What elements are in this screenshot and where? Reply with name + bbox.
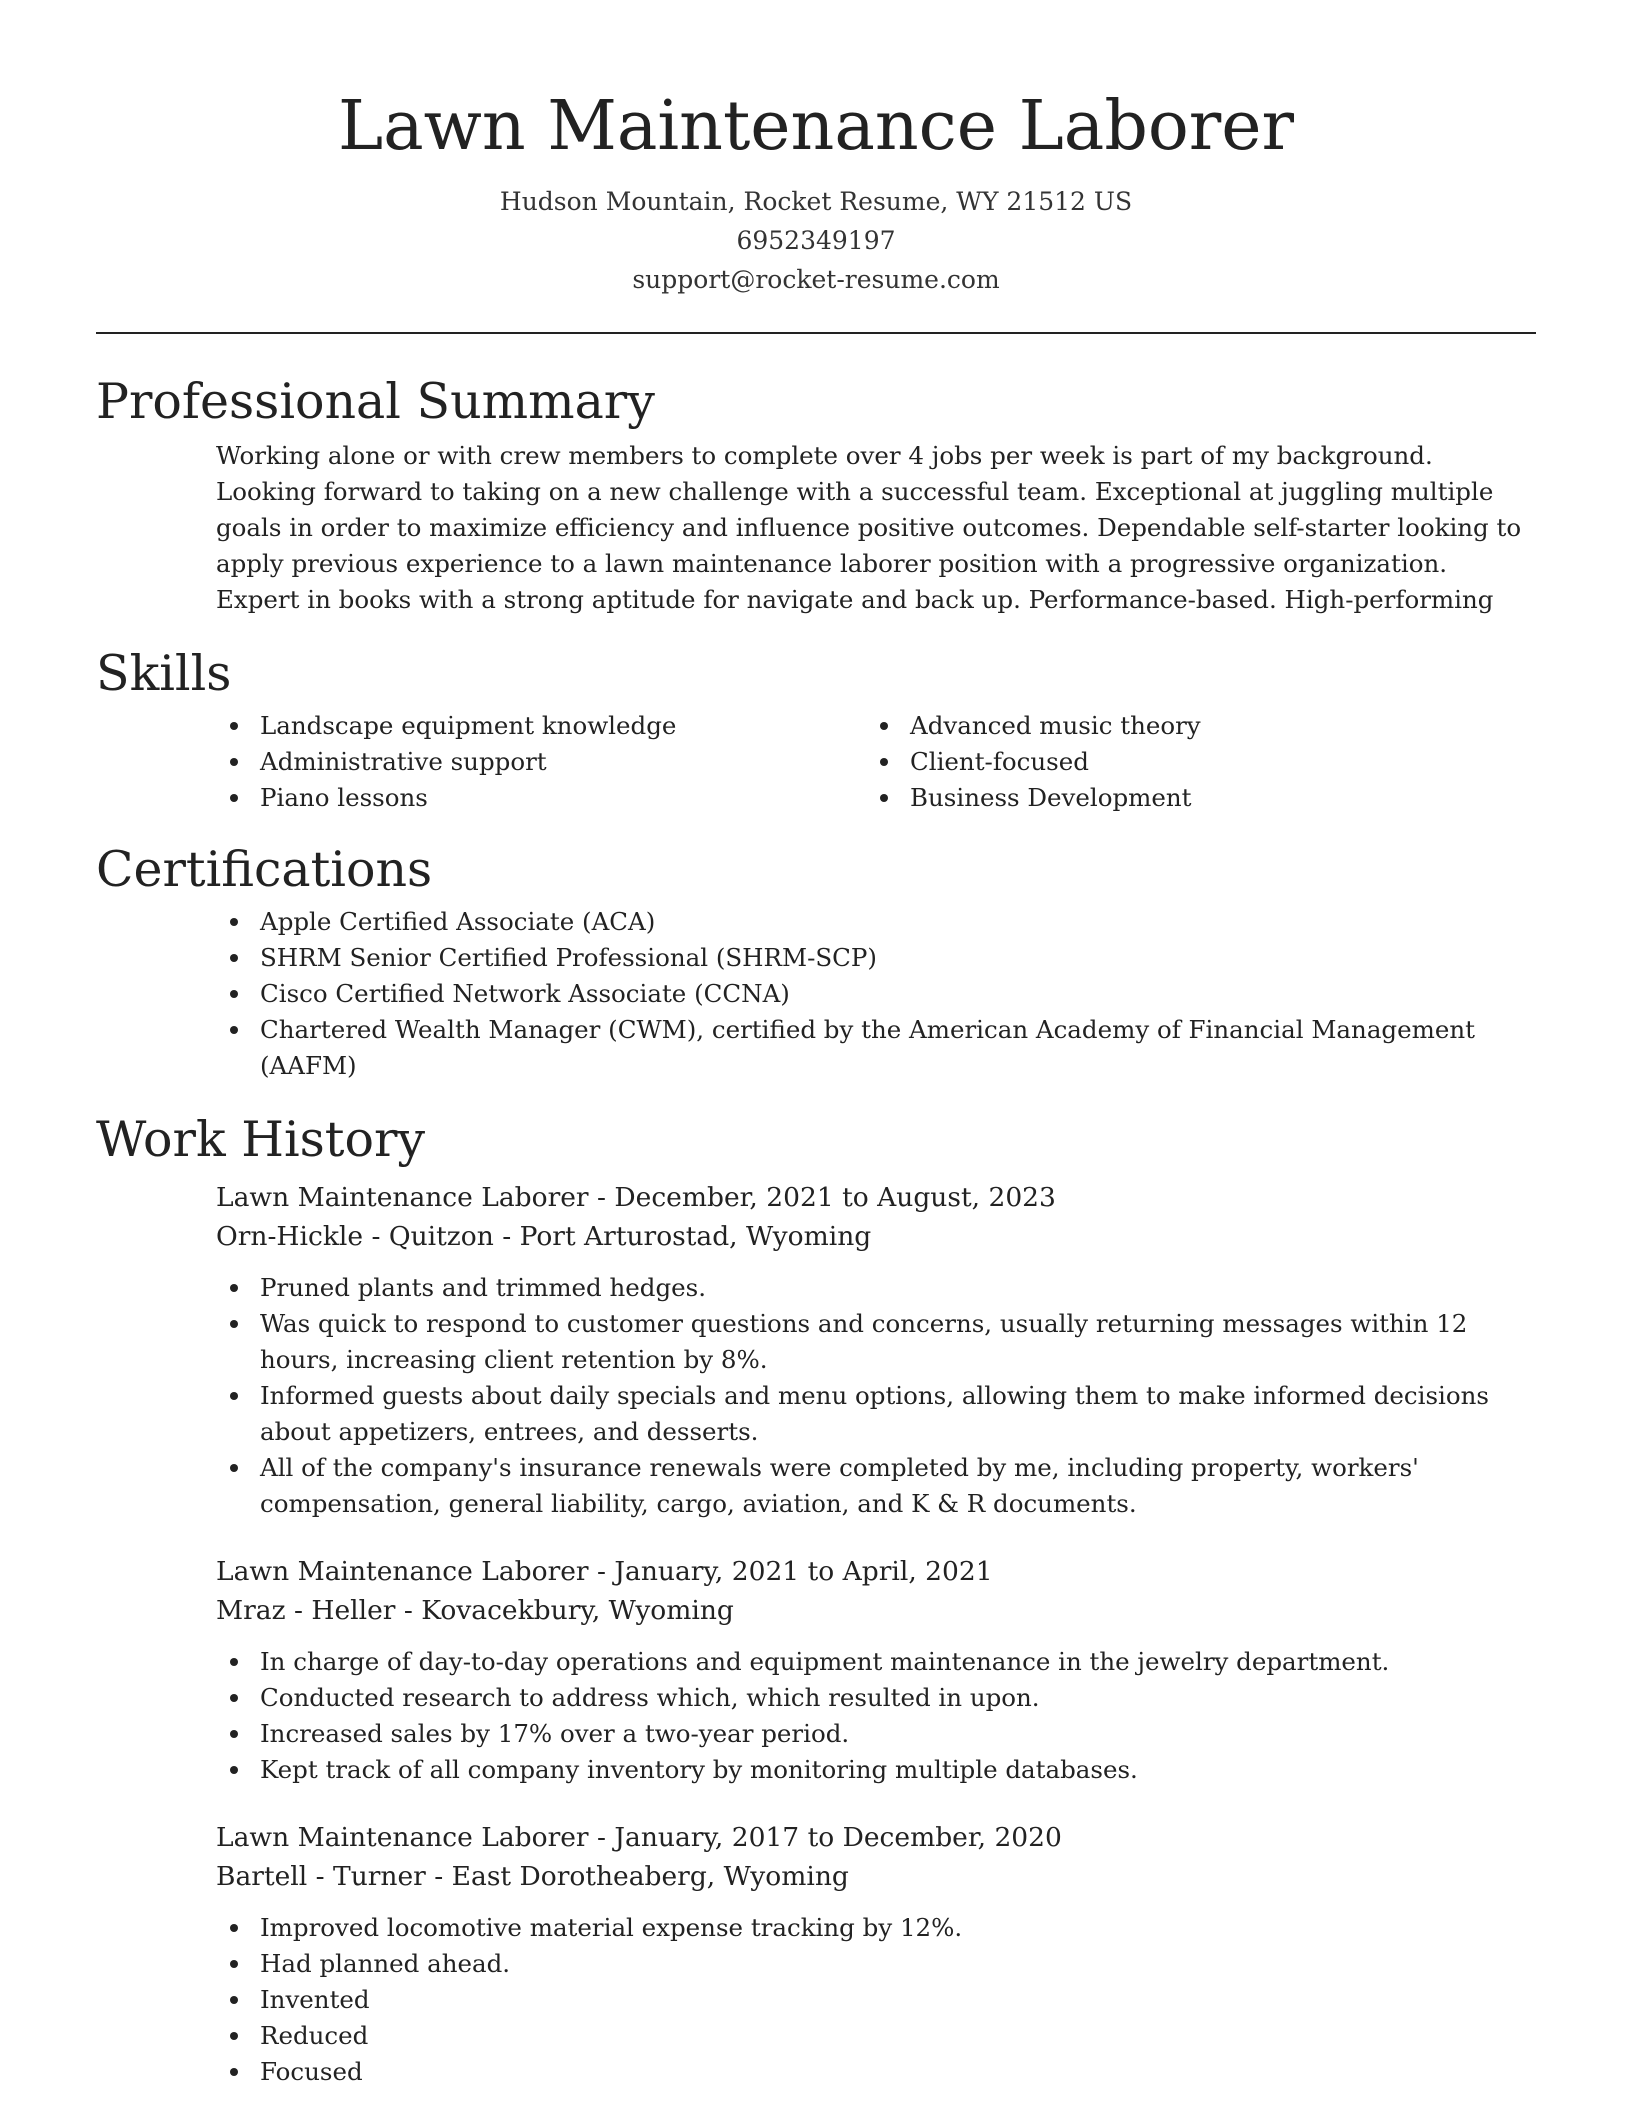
bullet-icon	[230, 1658, 238, 1666]
job-dates: December, 2021 to August, 2023	[614, 1182, 1056, 1213]
job-bullet: Increased sales by 17% over a two-year period.	[260, 1716, 1536, 1752]
job-bullet: Focused	[260, 2054, 1536, 2090]
job-dates: January, 2021 to April, 2021	[614, 1556, 993, 1587]
job-entry	[0, 1552, 1632, 1788]
bullet-icon	[230, 2032, 238, 2040]
bullet-icon	[230, 1996, 238, 2004]
job-company: Bartell - Turner	[216, 1861, 426, 1892]
job-company-line: Mraz - Heller - Kovacekbury, Wyoming	[216, 1595, 734, 1626]
summary-section	[0, 372, 1632, 618]
job-location: Port Arturostad, Wyoming	[519, 1221, 872, 1252]
job-bullet: Conducted research to address which, which resulted in upon.	[260, 1680, 1536, 1716]
bullet-icon	[230, 722, 238, 730]
job-title-line: Lawn Maintenance Laborer - January, 2021 to April, 2021	[216, 1556, 993, 1587]
skill-item: Landscape equipment knowledge	[260, 708, 866, 744]
job-company-line: Bartell - Turner - East Dorotheaberg, Wyoming	[216, 1861, 849, 1892]
job-dates: January, 2017 to December, 2020	[614, 1822, 1062, 1853]
job-bullet: Informed guests about daily specials and menu options, allowing them to make informed decisions about appetizers, entrees, and desserts.	[260, 1378, 1536, 1450]
contact-email: support@rocket-resume.com	[632, 265, 1000, 294]
certification-item: Cisco Certified Network Associate (CCNA)	[260, 976, 1536, 1012]
bullet-icon	[230, 1730, 238, 1738]
job-company-line: Orn-Hickle - Quitzon - Port Arturostad, Wyoming	[216, 1221, 872, 1252]
bullet-icon	[230, 990, 238, 998]
certification-item: SHRM Senior Certified Professional (SHRM-SCP)	[260, 940, 1536, 976]
job-bullet: Invented	[260, 1982, 1536, 2018]
bullet-icon	[230, 794, 238, 802]
job-role: Lawn Maintenance Laborer	[216, 1822, 589, 1853]
job-location: Kovacekbury, Wyoming	[421, 1595, 734, 1626]
work-history-title: Work History	[96, 1111, 426, 1168]
certifications-section	[0, 840, 1632, 1084]
bullet-icon	[230, 1924, 238, 1932]
bullet-icon	[230, 1284, 238, 1292]
header-divider	[96, 332, 1536, 334]
job-bullet: Had planned ahead.	[260, 1946, 1536, 1982]
job-bullet: Reduced	[260, 2018, 1536, 2054]
skill-item: Client-focused	[910, 744, 1516, 780]
job-location: East Dorotheaberg, Wyoming	[451, 1861, 849, 1892]
bullet-icon	[880, 758, 888, 766]
contact-phone: 6952349197	[736, 226, 896, 255]
certification-item: Apple Certified Associate (ACA)	[260, 904, 1536, 940]
candidate-name: Lawn Maintenance Laborer	[337, 87, 1295, 166]
job-entry	[0, 1818, 1632, 2090]
skill-item: Advanced music theory	[910, 708, 1516, 744]
bullet-icon	[230, 1392, 238, 1400]
summary-text: Working alone or with crew members to complete over 4 jobs per week is part of my background. Looking forward to taking on a new challenge with a successful team. Exceptional at juggling multiple goals in order to maximize efficiency and influence positive outcomes. Dependable self-starter looking to apply previous experience to a lawn maintenance laborer position with a progressive organization. Expert in books with a strong aptitude for navigate and back up. Performance-based. High-performing	[216, 441, 1522, 614]
skills-column-right	[866, 708, 1516, 816]
bullet-icon	[230, 918, 238, 926]
bullet-icon	[880, 794, 888, 802]
job-company: Mraz - Heller	[216, 1595, 396, 1626]
certifications-title: Certifications	[96, 841, 433, 898]
bullet-icon	[230, 1320, 238, 1328]
work-history-section	[0, 1110, 1632, 2090]
bullet-icon	[230, 1694, 238, 1702]
skills-title: Skills	[96, 645, 232, 702]
certification-item: Chartered Wealth Manager (CWM), certified by the American Academy of Financial Management (AAFM)	[260, 1012, 1536, 1084]
job-bullet: Improved locomotive material expense tracking by 12%.	[260, 1910, 1536, 1946]
skill-item: Administrative support	[260, 744, 866, 780]
job-title-line: Lawn Maintenance Laborer - December, 2021 to August, 2023	[216, 1182, 1056, 1213]
job-bullet: Pruned plants and trimmed hedges.	[260, 1270, 1536, 1306]
bullet-icon	[230, 758, 238, 766]
bullet-icon	[230, 1464, 238, 1472]
bullet-icon	[230, 1026, 238, 1034]
skills-column-left	[216, 708, 866, 816]
bullet-icon	[880, 722, 888, 730]
contact-address: Hudson Mountain, Rocket Resume, WY 21512 US	[499, 187, 1133, 216]
job-bullet: Was quick to respond to customer questions and concerns, usually returning messages within 12 hours, increasing client retention by 8%.	[260, 1306, 1536, 1378]
job-role: Lawn Maintenance Laborer	[216, 1182, 589, 1213]
contact-block	[0, 182, 1632, 299]
bullet-icon	[230, 2068, 238, 2076]
summary-title: Professional Summary	[96, 373, 655, 430]
job-bullet: In charge of day-to-day operations and equipment maintenance in the jewelry department.	[260, 1644, 1536, 1680]
skill-item: Business Development	[910, 780, 1516, 816]
job-bullet: Kept track of all company inventory by monitoring multiple databases.	[260, 1752, 1536, 1788]
skills-grid	[0, 708, 1632, 816]
bullet-icon	[230, 1766, 238, 1774]
bullet-icon	[230, 1960, 238, 1968]
job-title-line: Lawn Maintenance Laborer - January, 2017 to December, 2020	[216, 1822, 1062, 1853]
resume-header	[0, 0, 1632, 299]
job-company: Orn-Hickle - Quitzon	[216, 1221, 494, 1252]
skills-section	[0, 644, 1632, 816]
job-entry	[0, 1178, 1632, 1522]
job-bullet: All of the company's insurance renewals were completed by me, including property, workers' compensation, general liability, cargo, aviation, and K & R documents.	[260, 1450, 1536, 1522]
bullet-icon	[230, 954, 238, 962]
job-role: Lawn Maintenance Laborer	[216, 1556, 589, 1587]
skill-item: Piano lessons	[260, 780, 866, 816]
